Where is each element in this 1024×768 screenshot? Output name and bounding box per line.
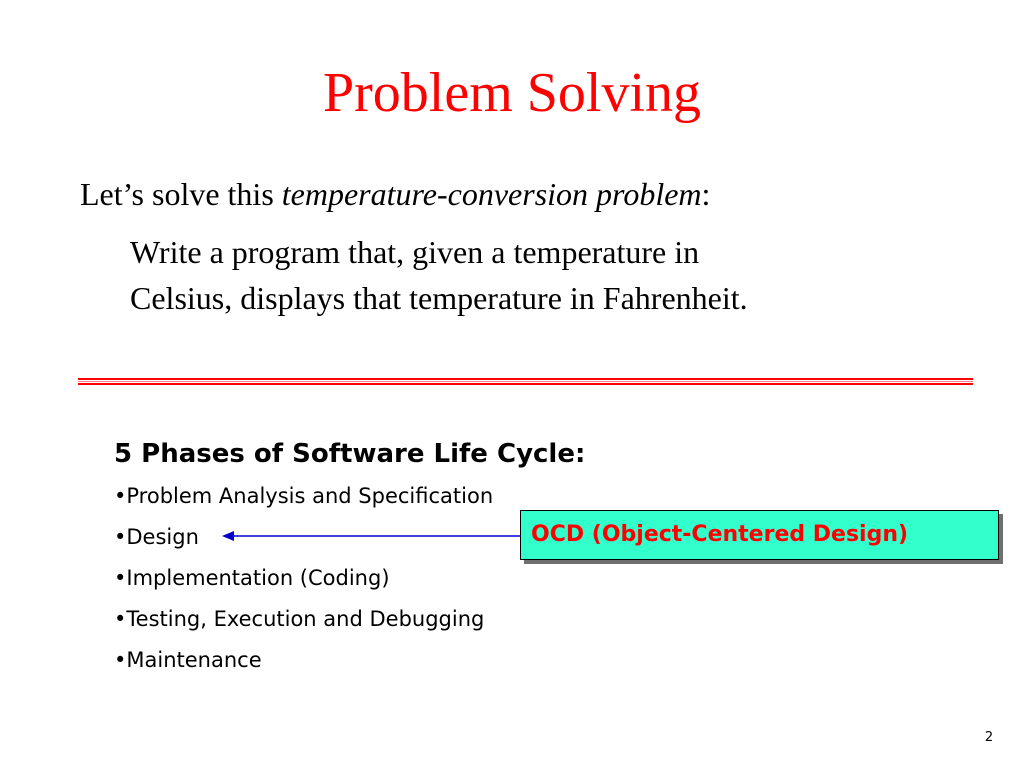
phases-list <box>114 434 585 681</box>
phases-heading: 5 Phases of Software Life Cycle: <box>114 439 586 469</box>
intro-text <box>80 172 710 216</box>
divider-line <box>78 383 973 385</box>
phase-item-design: •Design <box>114 525 199 549</box>
intro-suffix: : <box>701 176 711 212</box>
phase-item-implementation: •Implementation (Coding) <box>114 566 390 590</box>
intro-emphasis: temperature-conversion problem <box>281 176 702 212</box>
slide-title: Problem Solving <box>322 62 702 124</box>
ocd-callout: OCD (Object-Centered Design) <box>520 510 999 560</box>
problem-line: Celsius, displays that temperature in Fahrenheit. <box>130 280 748 316</box>
phase-item-maintenance: •Maintenance <box>114 648 262 672</box>
divider-line <box>78 381 973 382</box>
problem-statement <box>130 229 930 321</box>
divider-rule <box>78 378 973 386</box>
phase-item-analysis: •Problem Analysis and Specification <box>114 484 494 508</box>
arrow-left-icon <box>222 526 522 546</box>
phase-item-testing: •Testing, Execution and Debugging <box>114 607 485 631</box>
divider-line <box>78 378 973 380</box>
page-number: 2 <box>984 730 994 745</box>
problem-line: Write a program that, given a temperature in <box>130 234 700 270</box>
intro-prefix: Let’s solve this <box>80 176 282 212</box>
